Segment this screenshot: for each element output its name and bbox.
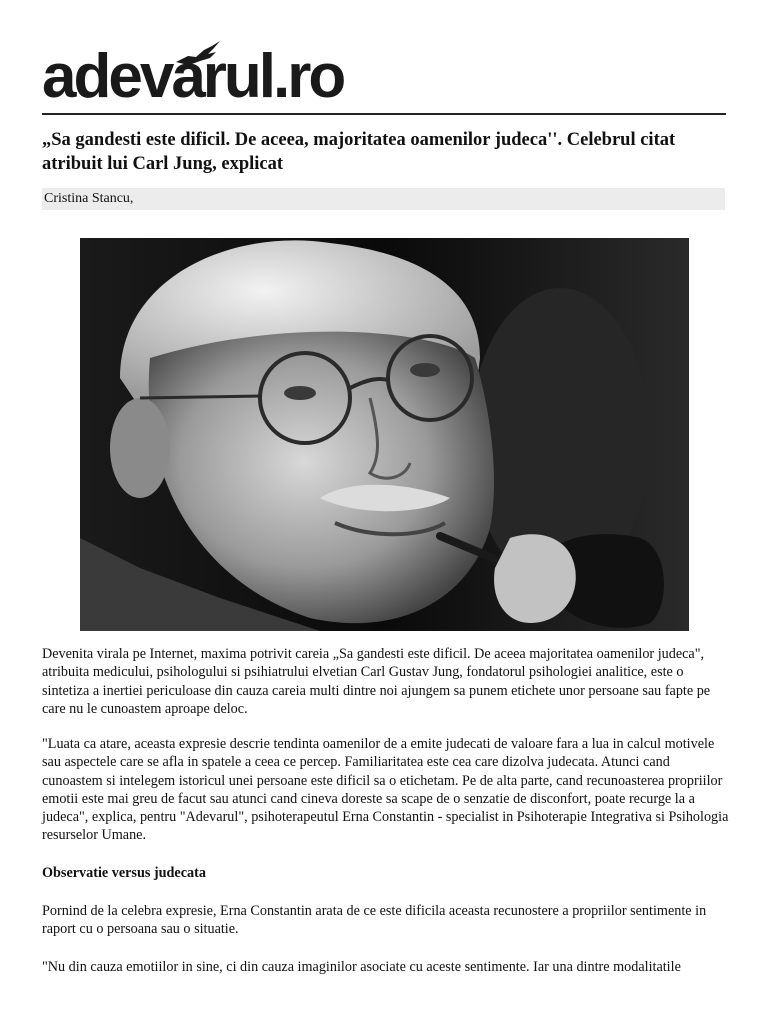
masthead-divider [42, 113, 726, 115]
portrait-image [80, 238, 689, 631]
site-logo[interactable]: adevarul.ro [42, 42, 344, 111]
article-paragraph: "Nu din cauza emotiilor in sine, ci din cauza imaginilor asociate cu aceste sentimente. Iar una dintre modalitatile [42, 959, 681, 975]
article-subheading: Observatie versus judecata [42, 865, 206, 881]
author-bar [42, 188, 725, 210]
eagle-icon [174, 40, 224, 66]
article-photo [80, 238, 689, 631]
article-headline: „Sa gandesti este dificil. De aceea, majoritatea oamenilor judeca''. Celebrul citat atribuit lui Carl Jung, explicat [42, 130, 676, 174]
article-paragraph: Pornind de la celebra expresie, Erna Constantin arata de ce este dificila aceasta recunostere a propriilor sentimente in raport cu o persoana sau o situatie. [42, 903, 707, 938]
author-name: Cristina Stancu, [44, 191, 134, 206]
article-paragraph: "Luata ca atare, aceasta expresie descrie tendinta oamenilor de a emite judecati de valoare fara a lua in calcul motivele sau aspectele care se afla in spatele a ceea ce percep. Familiaritatea este cea care dizolva judecata. Atunci cand cunoastem si intelegem istoricul unei persoane este dificil sa o etichetam. Pe de alta parte, cand recunoasterea propriilor emotii este mai greu de facut sau atunci cand cineva doreste sa scape de o senzatie de disconfort, poate recurge la a judeca", explica, pentru "Adevarul", psihoterapeutul Erna Constantin - specialist in Psihoterapie Integrativa si Psihologia resurselor Umane. [42, 736, 729, 844]
article-paragraph: Devenita virala pe Internet, maxima potrivit careia „Sa gandesti este dificil. De aceea majoritatea oamenilor judeca", atribuita medicului, psihologului si psihiatrului elvetian Carl Gustav Jung, fondatorul psihologiei analitice, este o sintetiza a inertiei periculoase din cauza careia multi dintre noi ajungem sa punem etichete unor persoane sau fapte pe care nu le cunoastem aproape deloc. [42, 646, 711, 717]
masthead [42, 40, 726, 116]
